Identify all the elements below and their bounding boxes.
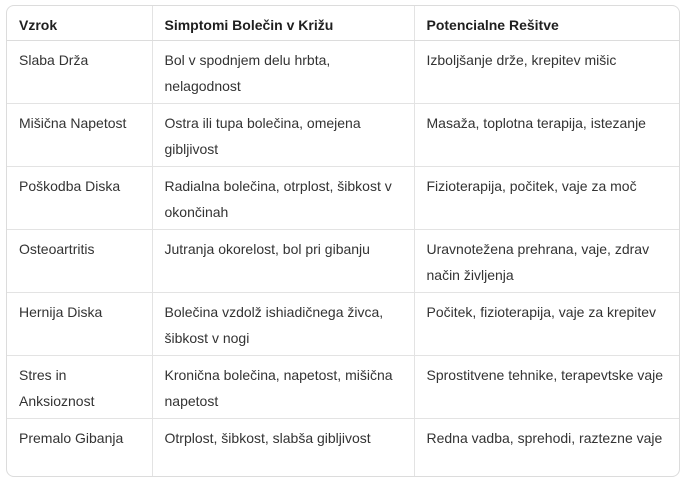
cell-solutions: Masaža, toplotna terapija, istezanje — [414, 104, 679, 167]
table-row — [7, 293, 679, 356]
table-row — [7, 41, 679, 104]
cell-cause: Osteoartritis — [7, 230, 152, 293]
cell-symptoms: Radialna bolečina, otrplost, šibkost v okončinah — [152, 167, 414, 230]
cell-symptoms: Jutranja okorelost, bol pri gibanju — [152, 230, 414, 293]
cell-symptoms: Bol v spodnjem delu hrbta, nelagodnost — [152, 41, 414, 104]
cell-cause: Premalo Gibanja — [7, 419, 152, 478]
cell-solutions: Redna vadba, sprehodi, raztezne vaje — [414, 419, 679, 478]
table-row — [7, 230, 679, 293]
cell-solutions: Sprostitvene tehnike, terapevtske vaje — [414, 356, 679, 419]
cell-symptoms: Ostra ili tupa bolečina, omejena gibljivost — [152, 104, 414, 167]
cell-symptoms: Kronična bolečina, napetost, mišična napetost — [152, 356, 414, 419]
table-row — [7, 167, 679, 230]
cell-solutions: Uravnotežena prehrana, vaje, zdrav način življenja — [414, 230, 679, 293]
header-solutions: Potencialne Rešitve — [414, 6, 679, 41]
header-cause: Vzrok — [7, 6, 152, 41]
table-row — [7, 419, 679, 478]
header-symptoms: Simptomi Bolečin v Križu — [152, 6, 414, 41]
cell-solutions: Izboljšanje drže, krepitev mišic — [414, 41, 679, 104]
causes-table — [7, 6, 679, 477]
table-row — [7, 356, 679, 419]
cell-cause: Poškodba Diska — [7, 167, 152, 230]
cell-symptoms: Bolečina vzdolž ishiadičnega živca, šibkost v nogi — [152, 293, 414, 356]
data-table-container — [6, 5, 680, 477]
cell-solutions: Počitek, fizioterapija, vaje za krepitev — [414, 293, 679, 356]
cell-solutions: Fizioterapija, počitek, vaje za moč — [414, 167, 679, 230]
cell-cause: Hernija Diska — [7, 293, 152, 356]
table-header-row — [7, 6, 679, 41]
cell-symptoms: Otrplost, šibkost, slabša gibljivost — [152, 419, 414, 478]
cell-cause: Stres in Anksioznost — [7, 356, 152, 419]
cell-cause: Mišična Napetost — [7, 104, 152, 167]
cell-cause: Slaba Drža — [19, 52, 89, 68]
table-row — [7, 104, 679, 167]
